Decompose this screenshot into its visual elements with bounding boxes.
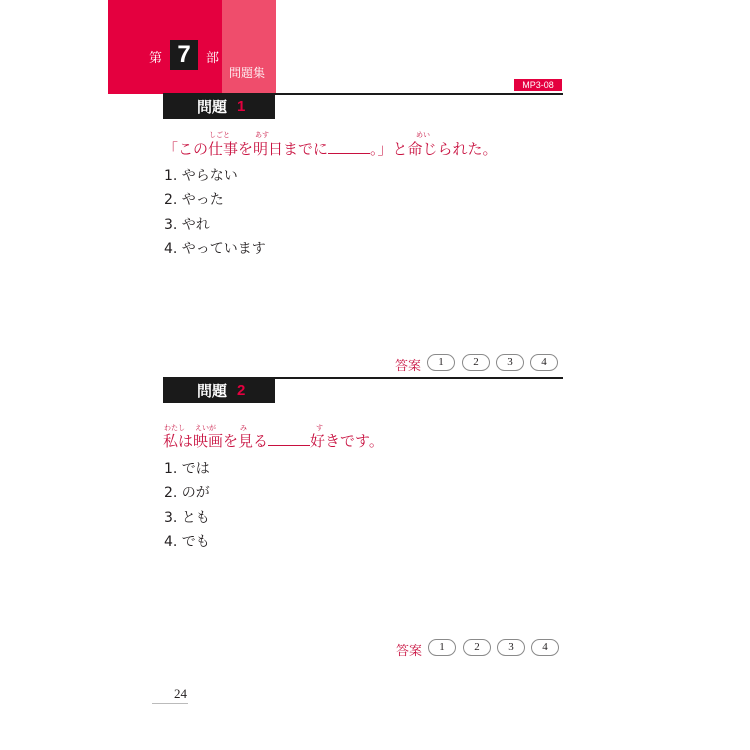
question-label-text: 問題 <box>197 98 228 116</box>
question-1-text-before: 「この仕事を明日までに <box>163 140 329 158</box>
question-1-option-2: 2. やった <box>164 192 224 208</box>
question-2-option-2: 2. のが <box>164 485 210 501</box>
question-1-label <box>163 95 275 119</box>
question-2-text-after: 好きです。 <box>310 432 384 450</box>
question-number: 1 <box>237 98 246 115</box>
page-number-rule <box>152 703 188 704</box>
question-2-choice-3[interactable]: 3 <box>497 639 525 656</box>
question-2-choice-1[interactable]: 1 <box>428 639 456 656</box>
question-2-blank <box>268 431 310 446</box>
question-2-option-1: 1. では <box>164 461 210 477</box>
question-1-option-4: 4. やっています <box>164 241 266 257</box>
question-1-choice-2[interactable]: 2 <box>462 354 490 371</box>
question-1-answer-label: 答案 <box>395 359 422 374</box>
question-1-text <box>163 138 498 159</box>
question-2-label <box>163 379 275 403</box>
question-1-option-3: 3. やれ <box>164 217 210 233</box>
furigana-asu: あす <box>255 131 269 139</box>
question-1-text-after: 。」と命じられた。 <box>370 140 498 158</box>
part-number: 7 <box>170 40 198 70</box>
question-1-blank <box>328 139 370 154</box>
question-number: 2 <box>237 382 246 399</box>
question-2-choice-2[interactable]: 2 <box>463 639 491 656</box>
furigana-mei: めい <box>416 131 430 139</box>
furigana-shigoto: しごと <box>209 131 230 139</box>
section-title: 問題集 <box>229 66 266 80</box>
question-label-text: 問題 <box>197 382 228 400</box>
question-2-option-3: 3. とも <box>164 510 210 526</box>
part-prefix: 第 <box>149 51 163 66</box>
question-1-option-1: 1. やらない <box>164 168 238 184</box>
question-1-choice-1[interactable]: 1 <box>427 354 455 371</box>
furigana-eiga: えいが <box>195 424 216 432</box>
question-2-answer-label: 答案 <box>396 644 423 659</box>
page-number: 24 <box>174 686 187 701</box>
question-1-choice-4[interactable]: 4 <box>530 354 558 371</box>
furigana-su: す <box>316 424 323 432</box>
furigana-mi: み <box>240 424 247 432</box>
question-2-choice-4[interactable]: 4 <box>531 639 559 656</box>
question-1-choice-3[interactable]: 3 <box>496 354 524 371</box>
part-suffix: 部 <box>206 51 220 66</box>
furigana-watashi: わたし <box>164 424 185 432</box>
question-2-text-before: 私は映画を見る <box>163 432 269 450</box>
question-2-text <box>163 430 384 451</box>
audio-track-badge: MP3-08 <box>514 79 562 91</box>
question-2-option-4: 4. でも <box>164 534 210 550</box>
